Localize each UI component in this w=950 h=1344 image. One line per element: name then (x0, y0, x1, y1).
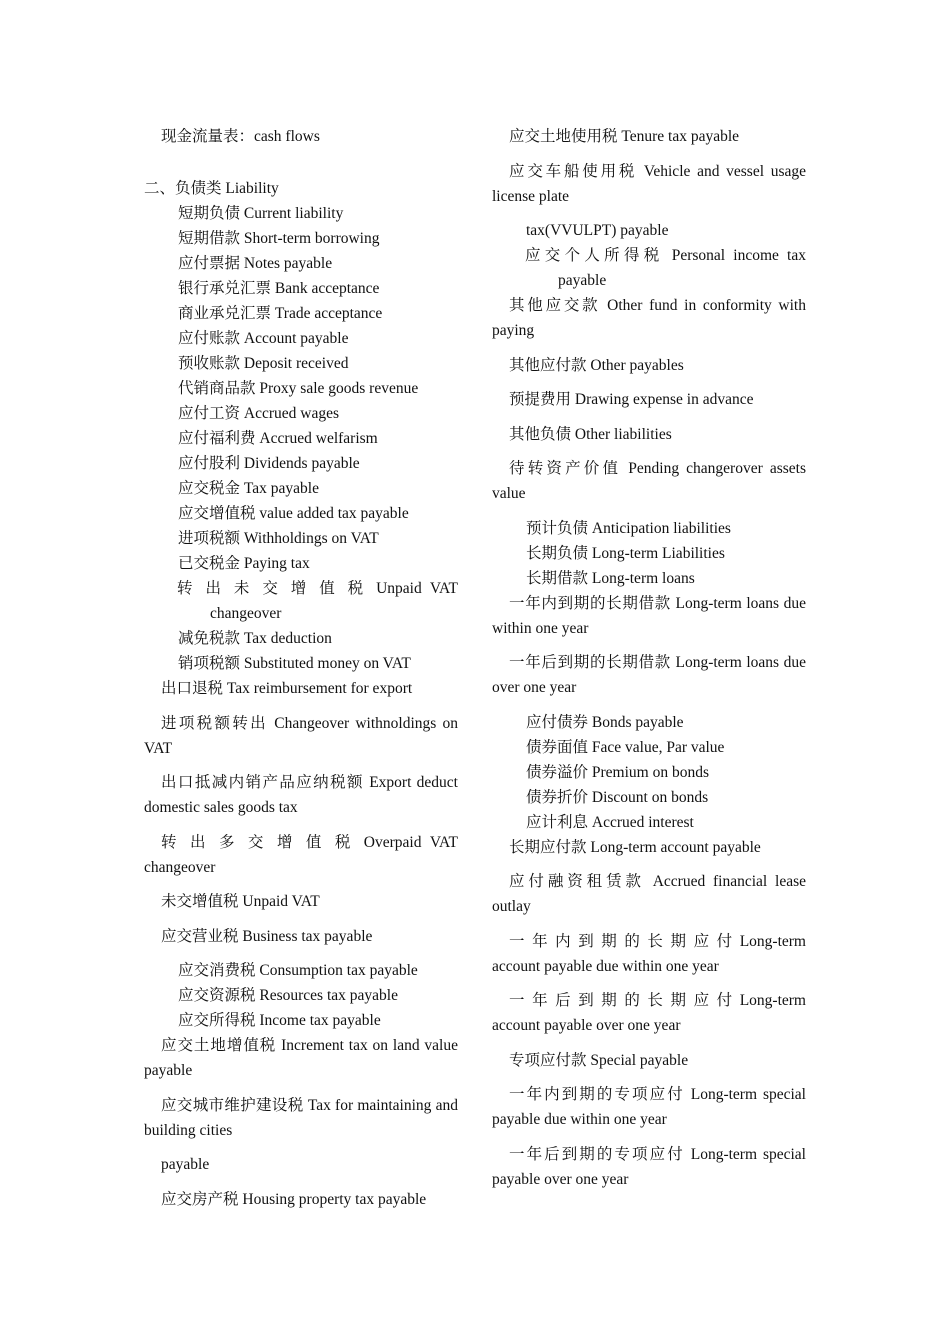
entry-other-liabilities: 其他负债 Other liabilities (509, 425, 672, 443)
entry-overpaid-vat-changeover: 转 出 多 交 增 值 税 Overpaid VAT changeover (144, 833, 458, 876)
entry-short-term-borrowing: 短期借款 Short-term borrowing (178, 230, 380, 247)
entry-tax-payable: 应交税金 Tax payable (178, 480, 319, 497)
entry-long-term-liabilities: 长期负债 Long-term Liabilities (526, 544, 725, 562)
entry-tenure-tax-payable: 应交土地使用税 Tenure tax payable (509, 128, 740, 145)
entry-deposit-received: 预收账款 Deposit received (178, 355, 349, 372)
entry-accrued-wages: 应付工资 Accrued wages (178, 405, 339, 422)
entry-drawing-expense: 预提费用 Drawing expense in advance (509, 391, 754, 408)
section-heading-liability: 二、负债类 Liability (144, 180, 279, 197)
entry-personal-income-tax: 应交个人所得税 Personal income tax payable (525, 247, 806, 289)
entry-anticipation-liabilities: 预计负债 Anticipation liabilities (526, 519, 731, 537)
entry-accrued-interest: 应计利息 Accrued interest (526, 813, 694, 831)
entry-tax-reimbursement-export: 出口退税 Tax reimbursement for export (161, 680, 413, 697)
entry-vvulpt-payable: tax(VVULPT) payable (526, 222, 669, 239)
entry-bonds-payable: 应付债券 Bonds payable (526, 713, 684, 731)
entry-face-value: 债券面值 Face value, Par value (526, 738, 725, 756)
entry-cash-flows: 现金流量表：cash flows (161, 128, 320, 145)
entry-long-term-account-payable: 长期应付款 Long-term account payable (509, 838, 761, 856)
entry-account-payable-over-year: 一 年 后 到 期 的 长 期 应 付 Long-term account payable over one year (492, 992, 806, 1034)
entry-income-tax-payable: 应交所得税 Income tax payable (178, 1012, 381, 1029)
entry-dividends-payable: 应付股利 Dividends payable (178, 455, 360, 472)
entry-vat-payable: 应交增值税 value added tax payable (178, 505, 409, 522)
entry-loans-due-over-year: 一年后到期的长期借款 Long-term loans due over one year (492, 654, 806, 696)
entry-pending-changeover-assets: 待转资产价值 Pending changerover assets value (492, 460, 806, 502)
entry-unpaid-vat: 未交增值税 Unpaid VAT (161, 893, 320, 910)
right-column (492, 124, 806, 1192)
entry-unpaid-vat-changeover: 转 出 未 交 增 值 税 Unpaid VAT changeover (177, 580, 458, 622)
entry-substituted-money-on-vat: 销项税额 Substituted money on VAT (178, 655, 411, 672)
entry-city-maintenance-tax: 应交城市维护建设税 Tax for maintaining and building cities (144, 1096, 458, 1139)
entry-bank-acceptance: 银行承兑汇票 Bank acceptance (178, 280, 380, 297)
entry-housing-property-tax: 应交房产税 Housing property tax payable (161, 1190, 427, 1208)
entry-trade-acceptance: 商业承兑汇票 Trade acceptance (178, 305, 383, 322)
entry-current-liability: 短期负债 Current liability (178, 205, 344, 222)
entry-premium-on-bonds: 债券溢价 Premium on bonds (526, 763, 709, 781)
left-column (144, 124, 458, 1212)
entry-long-term-loans: 长期借款 Long-term loans (526, 569, 695, 587)
entry-accrued-welfarism: 应付福利费 Accrued welfarism (178, 430, 378, 447)
entry-tax-deduction: 减免税款 Tax deduction (178, 630, 332, 647)
entry-resources-tax-payable: 应交资源税 Resources tax payable (178, 987, 398, 1004)
entry-account-payable-within-year: 一 年 内 到 期 的 长 期 应 付 Long-term account payable due within one year (492, 932, 806, 975)
entry-changeover-withholdings: 进项税额转出 Changeover withnoldings on VAT (144, 714, 458, 757)
entry-payable-continuation: payable (161, 1156, 210, 1173)
entry-notes-payable: 应付票据 Notes payable (178, 255, 333, 272)
entry-proxy-sale-goods-revenue: 代销商品款 Proxy sale goods revenue (178, 380, 419, 397)
entry-discount-on-bonds: 债券折价 Discount on bonds (526, 788, 709, 806)
entry-special-payable-over-year: 一年后到期的专项应付 Long-term special payable over one year (492, 1145, 806, 1188)
entry-other-payables: 其他应付款 Other payables (509, 356, 684, 374)
entry-consumption-tax-payable: 应交消费税 Consumption tax payable (178, 962, 418, 979)
entry-paying-tax: 已交税金 Paying tax (178, 555, 310, 572)
entry-withholdings-on-vat: 进项税额 Withholdings on VAT (178, 530, 379, 547)
entry-financial-lease-outlay: 应付融资租赁款 Accrued financial lease outlay (492, 873, 806, 915)
entry-business-tax-payable: 应交营业税 Business tax payable (161, 927, 373, 945)
entry-export-deduct: 出口抵减内销产品应纳税额 Export deduct domestic sales goods tax (144, 774, 458, 816)
entry-loans-due-within-year: 一年内到期的长期借款 Long-term loans due within one year (492, 594, 806, 637)
entry-vehicle-vessel-usage: 应交车船使用税 Vehicle and vessel usage license plate (492, 162, 806, 205)
entry-account-payable: 应付账款 Account payable (178, 330, 349, 347)
entry-special-payable-within-year: 一年内到期的专项应付 Long-term special payable due within one year (492, 1086, 806, 1128)
entry-special-payable: 专项应付款 Special payable (509, 1051, 689, 1069)
entry-land-value-increment-tax: 应交土地增值税 Increment tax on land value payable (144, 1037, 458, 1079)
entry-other-fund-paying: 其他应交款 Other fund in conformity with paying (492, 297, 806, 339)
